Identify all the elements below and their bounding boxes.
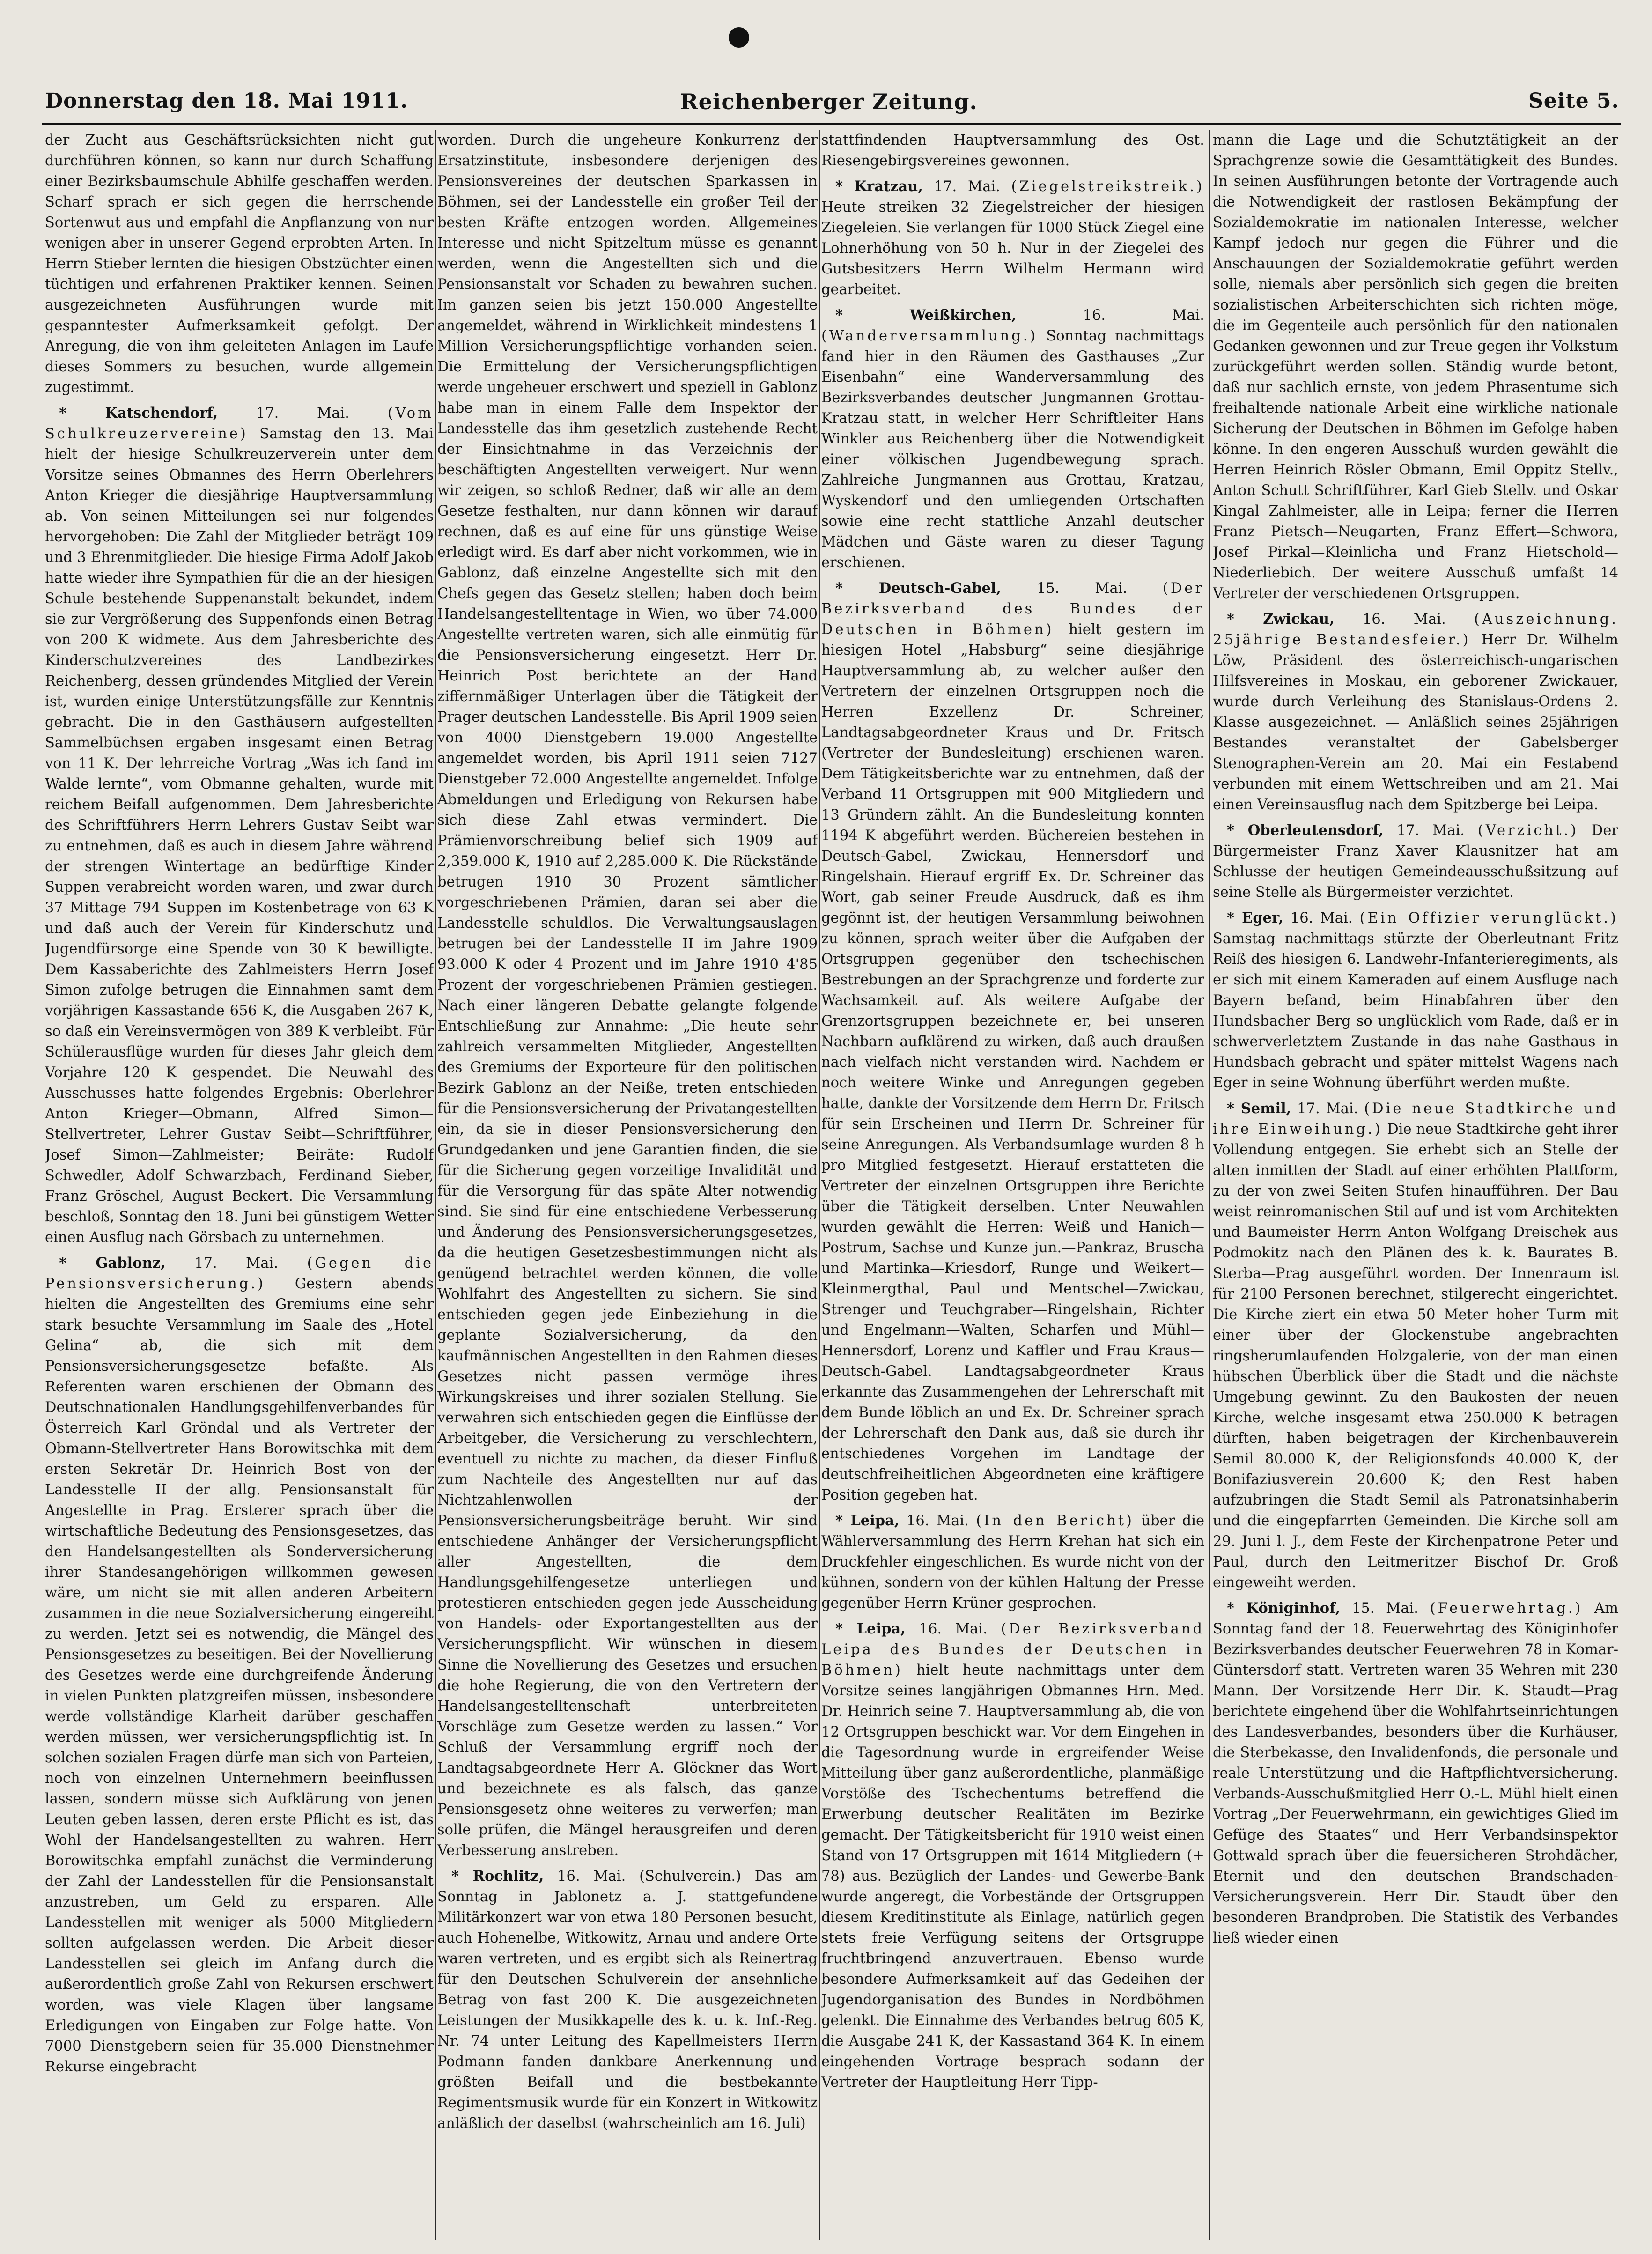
- item-date: 16. Mai.: [557, 1868, 626, 1884]
- column-2: [437, 130, 818, 2240]
- item-title: (Schulverein.): [639, 1868, 741, 1884]
- item-date: 17. Mai.: [934, 178, 1000, 195]
- news-item: [1213, 820, 1618, 903]
- article-paragraph: stattfindenden Hauptversammlung des Ost. Riesengebirgsvereines gewonnen.: [821, 132, 1204, 169]
- item-title: (In den Bericht): [976, 1513, 1134, 1529]
- item-text: über die Wählerversammlung des Herrn Krehan hat sich ein Druckfehler eingeschlichen. Es wurde nicht von der kühnen, sondern von der kühlen Haltung der Presse gegenüber Herrn Krüner gesprochen.: [821, 1513, 1204, 1611]
- item-text: Das am Sonntag in Jablonetz a. J. stattgefundene Militärkonzert war von etwa 180 Personen besucht, auch Hohenelbe, Witkowitz, Arnau und andere Orte waren vertreten, und es ergibt sich als Reinertrag für den Deutschen Schulverein der ansehnliche Betrag von fast 200 K. Die ausgezeichneten Leistungen der Musikkapelle des k. u. k. Inf.-Reg. Nr. 74 unter Leitung des Kapellmeisters Herrn Podmann fanden dankbare Anerkennung und größten Beifall und die bestbekannte Regimentsmusik wurde für ein Konzert in Witkowitz anläßlich der daselbst (wahrscheinlich am 16. Juli): [437, 1868, 818, 2132]
- item-title: (Ein Offizier verunglückt.): [1359, 910, 1618, 926]
- news-item: [45, 1253, 434, 2077]
- item-text: Heute streiken 32 Ziegelstreicher der hiesigen Ziegeleien. Sie verlangen für 1000 Stück Ziegel eine Lohnerhöhung von 50 h. Nur in der Ziegelei des Gutsbesitzers Herrn Wilhelm Hermann wird gearbeitet.: [821, 199, 1204, 298]
- news-item: [821, 1510, 1204, 1614]
- item-title: (Wanderversammlung.): [821, 328, 1038, 344]
- item-text: hielt gestern im hiesigen Hotel „Habsburg“ seine diesjährige Hauptversammlung ab, zu welcher außer den Vertretern der einzelnen Ortsgruppen noch die Herren Exzellenz Dr. Schreiner, Landtagsabgeordneter Kraus und Dr. Fritsch (Vertreter der Bundesleitung) erschienen waren. Dem Tätigkeitsberichte war zu entnehmen, daß der Verband 11 Ortsgruppen mit 900 Mitgliedern und 13 Gründern zählt. An die Bundesleitung konnten 1194 K abgeführt werden. Büchereien bestehen in Deutsch-Gabel, Zwickau, Hennersdorf und Ringelshain. Hierauf ergriff Ex. Dr. Schreiner das Wort, gab seiner Freude Ausdruck, daß es ihm gegönnt ist, der heutigen Versammlung beiwohnen zu können, sprach weiter über die Aufgaben der Ortsgruppen gegenüber den tschechischen Bestrebungen an der Sprachgrenze und forderte zur Wachsamkeit auf. Als weitere Aufgabe der Grenzortsgruppen bezeichnete er, bei unseren Nachbarn aufklärend zu wirken, daß auch draußen nach vielfach nicht verstanden wird. Nachdem er noch weitere Winke und Anregungen gegeben hatte, dankte der Vorsitzende dem Herrn Dr. Fritsch für sein Erscheinen und Herrn Dr. Schreiner für seine Anregungen. Als Verbandsumlage wurden 8 h pro Mitglied festgesetzt. Hierauf erstatteten die Vertreter der einzelnen Ortsgruppen ihre Berichte über die Tätigkeit derselben. Unter Neuwahlen wurden gewählt die Herren: Weiß und Hanich—Postrum, Sachse und Kunze jun.—Pankraz, Bruscha und Martinka—Kriesdorf, Runge und Weikert—Kleinmergthal, Paul und Mentschel—Zwickau, Strenger und Teuchgraber—Ringelshain, Richter und Engelmann—Walten, Scharfen und Mühl—Hennersdorf, Lorenz und Kaffler und Frau Kraus—Deutsch-Gabel. Landtagsabgeordneter Kraus erkannte das Zusammengehen der Lehrerschaft mit dem Bunde löblich an und Ex. Dr. Schreiner sprach der Lehrerschaft den Dank aus, daß sie durch ihr entschiedenes Vorgehen im Landtage der deutschfreiheitlichen Abgeordneten eine kräftigere Position gegeben hat.: [821, 621, 1204, 1503]
- column-rule: [1209, 130, 1210, 2240]
- news-item: [45, 403, 434, 1248]
- item-place: * Deutsch-Gabel,: [835, 580, 1002, 597]
- column-1: [45, 130, 434, 2240]
- item-place: * Zwickau,: [1227, 611, 1335, 628]
- news-item: [821, 176, 1204, 300]
- item-date: 16. Mai.: [1083, 307, 1204, 324]
- column-3: [821, 130, 1204, 2240]
- item-place: * Leipa,: [835, 1620, 906, 1637]
- item-title: (Der Bezirksverband des Bundes der Deutschen in Böhmen): [821, 580, 1204, 638]
- item-place: * Eger,: [1227, 909, 1283, 926]
- item-title: (Auszeichnung. 25jährige Bestandesfeier.): [1213, 611, 1618, 648]
- item-date: 17. Mai.: [1396, 822, 1465, 839]
- item-date: 16. Mai.: [1362, 611, 1446, 628]
- page-number: Seite 5.: [1528, 89, 1619, 113]
- column-4: [1213, 130, 1618, 2240]
- news-item: [1213, 609, 1618, 815]
- item-date: 17. Mai.: [256, 405, 349, 421]
- header-rule: [42, 123, 1621, 125]
- item-text: Sonntag nachmittags fand hier in den Räumen des Gasthauses „Zur Eisenbahn“ eine Wanderversammlung des Bezirksverbandes deutscher Jungmannen Grottau-Kratzau statt, in welcher Herr Schriftleiter Hans Winkler aus Reichenberg über die Notwendigkeit einer völkischen Jugendbewegung sprach. Zahlreiche Jungmannen aus Grottau, Kratzau, Wyskendorf und den umliegenden Ortschaften sowie eine recht stattliche Anzahl deutscher Mädchen und Gäste waren zu dieser Tagung erschienen.: [821, 328, 1204, 571]
- article-paragraph: der Zucht aus Geschäftsrücksichten nicht gut durchführen können, so kann nur durch Schaffung einer Bezirksbaumschule Abhilfe geschaffen werden. Scharf sprach er sich gegen die herrschende Sortenwut aus und empfahl die Anpflanzung von nur wenigen aber in unserer Gegend erprobten Arten. In Herrn Stieber lernten die hiesigen Obstzüchter einen tüchtigen und erfahrenen Praktiker kennen. Seinen ausgezeichneten Ausführungen wurde mit gespanntester Aufmerksamkeit gefolgt. Der Anregung, die von ihm geleiteten Anlagen im Laufe dieses Sommers zu besuchen, wurde allgemein zugestimmt.: [45, 132, 434, 396]
- item-date: 16. Mai.: [919, 1621, 988, 1637]
- article-paragraph: mann die Lage und die Schutztätigkeit an der Sprachgrenze sowie die Gesamttätigkeit des Bundes. In seinen Ausführungen betonte der Vortragende auch die Notwendigkeit der rastlosen Bekämpfung der Sozialdemokratie im nationalen Interesse, welcher Kampf jedoch nur gegen die Führer und die Anschauungen der Sozialdemokratie geführt werden solle, niemals aber persönlich sich gegen die breiten sozialistischen Arbeiterschichten sich richten möge, die im Gegenteile auch persönlich für den nationalen Gedanken gewonnen und zur Treue gegen ihr Volkstum zurückgeführt werden sollen. Ständig wurde betont, daß nur sachlich ernste, von jedem Phrasentume sich freihaltende nationale Arbeit eine wirkliche nationale Sicherung der Deutschen in Böhmen im Gefolge haben könne. In den engeren Ausschuß wurden gewählt die Herren Heinrich Rösler Obmann, Emil Oppitz Stellv., Anton Schutt Schriftführer, Karl Gieb Stellv. und Oskar Kingal Zahlmeister, alle in Leipa; ferner die Herren Franz Pietsch—Neugarten, Franz Effert—Schwora, Josef Pirkal—Kleinlicha und Franz Hietschold—Niederliebich. Der weitere Ausschuß umfaßt 14 Vertreter der verschiedenen Ortsgruppen.: [1213, 132, 1618, 602]
- item-place: * Katschendorf,: [59, 405, 218, 421]
- item-text: Die neue Stadtkirche geht ihrer Vollendung entgegen. Sie erhebt sich an Stelle der alten inmitten der Stadt auf einer erhöhten Plattform, zu der von zwei Seiten Stufen hinaufführen. Der Bau weist reinromanischen Stil auf und ist vom Architekten und Baumeister Herrn Anton Wolfgang Dreischek aus Podmokitz nach den Plänen des k. k. Baurates B. Sterba—Prag ausgeführt worden. Der Innenraum ist für 2100 Personen berechnet, stilgerecht eingerichtet. Die Kirche ziert ein etwa 50 Meter hoher Turm mit einer über der Glockenstube angebrachten ringsherumlaufenden Holzgalerie, von der man einen hübschen Überblick über die Stadt und die nächste Umgebung gewinnt. Zu den Baukosten der neuen Kirche, welche insgesamt etwa 250.000 K betragen dürften, haben beigetragen der Kirchenbauverein Semil 80.000 K, der Religionsfonds 40.000 K, der Bonifaziusverein 20.600 K; den Rest haben aufzubringen die Stadt Semil als Patronatsinhaberin und die eingepfarrten Gemeinden. Die Kirche soll am 29. Juni l. J., dem Feste der Kirchenpatrone Peter und Paul, durch den Leitmeritzer Bischof Dr. Groß eingeweiht werden.: [1213, 1121, 1618, 1591]
- item-title: (Die neue Stadtkirche und ihre Einweihung.): [1213, 1101, 1618, 1138]
- item-text: Der Bürgermeister Franz Xaver Klausnitzer hat am Schlusse der heutigen Gemeindeausschußsitzung auf seine Stelle als Bürgermeister verzichtet.: [1213, 822, 1618, 901]
- column-rule: [819, 130, 820, 2240]
- news-item: [821, 1618, 1204, 2093]
- news-item: [437, 1866, 818, 2134]
- item-title: (Ziegelstreikstreik.): [1011, 178, 1204, 195]
- column-rule: [435, 130, 436, 2240]
- item-text: Samstag den 13. Mai hielt der hiesige Schulkreuzerverein unter dem Vorsitze seines Obmannes des Herrn Oberlehrers Anton Krieger die diesjährige Hauptversammlung ab. Von seinen Mitteilungen sei nur folgendes hervorgehoben: Die Zahl der Mitglieder beträgt 109 und 3 Ehrenmitglieder. Die hiesige Firma Adolf Jakob hatte wieder ihre Sympathien für die an der hiesigen Schule bestehende Suppenanstalt bekundet, indem sie zur Vergrößerung des Suppenfonds einen Betrag von 200 K widmete. Aus dem Jahresberichte des Kinderschutzvereines des Landbezirkes Reichenberg, dessen gründendes Mitglied der Verein ist, wurden einige Unterstützungsfälle zur Kenntnis gebracht. Die in den Gasthäusern aufgestellten Sammelbüchsen ergaben insgesamt einen Betrag von 11 K. Der lehrreiche Vortrag „Was ich fand im Walde lernte“, vom Obmanne gehalten, wurde mit reichem Beifall aufgenommen. Dem Jahresberichte des Schriftführers Herrn Lehrers Gustav Seibt war zu entnehmen, daß es auch in diesem Jahre während der strengen Wintertage an bedürftige Kinder Suppen verabreicht worden waren, und zwar durch 37 Mittage 794 Suppen im Kostenbetrage von 63 K und daß auch der Verein für Kinderschutz und Jugendfürsorge eine Spende von 30 K bewilligte. Dem Kassaberichte des Zahlmeisters Herrn Josef Simon zufolge betrugen die Einnahmen samt dem vorjährigen Kassastande 656 K, die Ausgaben 267 K, so daß ein Vereinsvermögen von 389 K verbleibt. Für Schülerausflüge wurden für dieses Jahr gleich dem Vorjahre 120 K gespendet. Die Neuwahl des Ausschusses hatte folgendes Ergebnis: Oberlehrer Anton Krieger—Obmann, Alfred Simon—Stellvertreter, Lehrer Gustav Seibt—Schriftführer, Josef Simon—Zahlmeister; Beiräte: Rudolf Schwedler, Adolf Schwarzbach, Ferdinand Sieber, Franz Gröschel, August Beckert. Die Versammlung beschloß, Sonntag den 18. Juni bei günstigem Wetter einen Ausflug nach Görsbach zu unternehmen.: [45, 426, 434, 1246]
- item-place: * Oberleutensdorf,: [1227, 822, 1384, 839]
- issue-date: Donnerstag den 18. Mai 1911.: [45, 89, 408, 113]
- item-text: Gestern abends hielten die Angestellten des Gremiums eine sehr stark besuchte Versammlung im Saale des „Hotel Gelina“ ab, die sich mit dem Pensionsversicherungsgesetze befaßte. Als Referenten waren erschienen der Obmann des Deutschnationalen Handlungsgehilfenverbandes für Österreich Karl Gröndal und als Vertreter der Obmann-Stellvertreter Hans Borowitschka mit dem ersten Sekretär Dr. Heinrich Bost von der Landesstelle II der allg. Pensionsanstalt für Angestellte in Prag. Ersterer sprach über die wirtschaftliche Bedeutung des Pensionsgesetzes, das den Handelsangestellten als Sonderversicherung ihrer Standesangehörigen willkommen gewesen wäre, um nicht sie mit allen anderen Arbeitern zusammen in die neue Sozialversicherung eingereiht zu werden. Jetzt sei es notwendig, die Mängel des Pensionsgesetzes zu beseitigen. Bei der Novellierung des Gesetzes werde eine durchgreifende Änderung in vielen Punkten platzgreifen müssen, insbesondere werde vollständige Klarheit darüber geschaffen werden müssen, wer versicherungspflichtig ist. In solchen sozialen Fragen dürfe man sich von Parteien, noch von einzelnen Unternehmern beeinflussen lassen, sondern müsse sich Aufklärung von jenen Leuten geben lassen, deren erste Pflicht es ist, das Wohl der Handelsangestellten zu wahren. Herr Borowitschka empfahl zunächst die Verminderung der Zahl der Landesstellen für die Pensionsanstalt anzustreben, um Geld zu ersparen. Alle Landesstellen mit weniger als 5000 Mitgliedern sollten aufgelassen werden. Die Arbeit dieser Landesstellen sei gleich im Anfang durch die außerordentlich große Zahl von Rekursen erschwert worden, was viele Klagen über langsame Erledigungen von Eingaben zur Folge hatte. Von 7000 Dienstgebern seien für 35.000 Dienstnehmer Rekurse eingebracht: [45, 1276, 434, 2075]
- item-place: * Kratzau,: [835, 178, 923, 195]
- article-paragraph: worden. Durch die ungeheure Konkurrenz der Ersatzinstitute, insbesondere derjenigen des Pensionsvereines der deutschen Sparkassen in Böhmen, sei der Landesstelle ein großer Teil der besten Kräfte entzogen worden. Allgemeines Interesse und nicht Spitzeltum müsse es genannt werden, wenn die Angestellten sich und die Pensionsanstalt vor Schaden zu bewahren suchen. Im ganzen seien bis jetzt 150.000 Angestellte angemeldet, während in Wirklichkeit mindestens 1 Million Versicherungspflichtige vorhanden seien. Die Ermittelung der Versicherungspflichtigen werde ungeheuer erschwert und speziell in Gablonz habe man in einem Falle dem Inspektor der Landesstelle das ihm gesetzlich zustehende Recht der Einsichtnahme in das Verzeichnis der beschäftigten Angestellten verweigert. Nur wenn wir zeigen, so schloß Redner, daß wir alle an dem Gesetze festhalten, nur dann können wir darauf rechnen, daß es auf eine für uns günstige Weise erledigt wird. Es darf aber nicht vorkommen, wie in Gablonz, daß einzelne Angestellte sich mit den Chefs gegen das Gesetz stellen; haben doch beim Handelsangestelltentage in Wien, wo über 74.000 Angestellte vertreten waren, sich alle einmütig für die Pensionsversicherung eingesetzt. Herr Dr. Heinrich Post berichtete an der Hand ziffernmäßiger Unterlagen über die Tätigkeit der Prager deutschen Landesstelle. Bis April 1909 seien von 4000 Dienstgebern 19.000 Angestellte angemeldet worden, bis April 1911 seien 7127 Dienstgeber 72.000 Angestellte angemeldet. Infolge Abmeldungen und Erledigung von Rekursen habe sich diese Zahl etwas vermindert. Die Prämienvorschreibung belief sich 1909 auf 2,359.000 K, 1910 auf 2,285.000 K. Die Rückstände betrugen 1910 30 Prozent sämtlicher vorgeschriebenen Prämien, daran sei aber die Landesstelle schuldlos. Die Verwaltungsauslagen betrugen bei der Landesstelle II im Jahre 1909 93.000 K oder 4 Prozent und im Jahre 1910 4'85 Prozent der vorgeschriebenen Prämien gestiegen. Nach einer längeren Debatte gelangte folgende Entschließung zur Annahme: „Die heute sehr zahlreich versammelten Mitglieder, Angestellten des Gremiums der Exporteure für den politischen Bezirk Gablonz an der Neiße, treten entschieden für die Pensionsversicherung der Privatangestellten ein, da sie in dieser Pensionsversicherung den Grundgedanken und jene Garantien finden, die sie für die Sicherung gegen vorzeitige Invalidität und für die Versorgung für das späte Alter notwendig sind. Sie sind für eine entschiedene Verbesserung und Änderung des Pensionsversicherungsgesetzes, da die heutigen Gesetzesbestimmungen nicht als genügend betrachtet werden können, die volle Wohlfahrt des Angestellten zu sichern. Sie sind entschieden gegen jede Einbeziehung in die geplante Sozialversicherung, da den kaufmännischen Angestellten in den Rahmen dieses Gesetzes nicht passen vermöge ihres Wirkungskreises und ihrer sozialen Stellung. Sie verwahren sich entschieden gegen die Einflüsse der Arbeitgeber, die Versicherung zu verschlechtern, eventuell zu nichte zu machen, da dieser Einfluß zum Nachteile des Angestellten nur auf das Nichtzahlenwollen der Pensionsversicherungsbeiträge beruht. Wir sind entschiedene Anhänger der Versicherungspflicht aller Angestellten, die dem Handlungsgehilfengesetze unterliegen und protestieren entschieden gegen jede Ausscheidung von Handels- oder Exportangestellten aus der Versicherungspflicht. Wir wünschen in diesem Sinne die Novellierung des Gesetzes und ersuchen die hohe Regierung, die von den Vertretern der Handelsangestelltenschaft unterbreiteten Vorschläge zum Gesetze werden zu lassen.“ Vor Schluß der Versammlung ergriff noch der Landtagsabgeordnete Herr A. Glöckner das Wort und bezeichnete es als falsch, das ganze Pensionsgesetz ohne weiteres zu verwerfen; man solle prüfen, die Mängel herausgreifen und deren Verbesserung anstreben.: [437, 132, 818, 1859]
- item-title: (Gegen die Pensionsversicherung.): [45, 1255, 434, 1292]
- punch-hole: [729, 27, 749, 48]
- masthead: Reichenberger Zeitung.: [680, 89, 978, 114]
- item-place: * Gablonz,: [59, 1255, 166, 1271]
- item-date: 17. Mai.: [1297, 1101, 1358, 1117]
- news-item: [821, 578, 1204, 1506]
- item-text: Samstag nachmittags stürzte der Oberleutnant Fritz Reiß des hiesigen 6. Landwehr-Infanterieregiments, als er sich mit einem Kameraden auf einem Ausfluge nach Bayern befand, beim Hinabfahren über den Hundsbacher Berg so unglücklich vom Rade, daß er in schwerverletztem Zustande in das nahe Gasthaus in Hundsbach gebracht und später mittelst Wagens nach Eger in seine Wohnung überführt werden mußte.: [1213, 931, 1618, 1091]
- item-place: * Semil,: [1227, 1100, 1291, 1117]
- news-item: [1213, 1098, 1618, 1593]
- item-title: (Feuerwehrtag.): [1430, 1600, 1583, 1617]
- item-text: Herr Dr. Wilhelm Löw, Präsident des österreichisch-ungarischen Hilfsvereines in Moskau, ein geborener Zwickauer, wurde durch Verleihung des Stanislaus-Ordens 2. Klasse ausgezeichnet. — Anläßlich seines 25jährigen Bestandes veranstaltet der Gabelsberger Stenographen-Verein am 20. Mai ein Festabend verbunden mit einem Wettschreiben und am 21. Mai einen Vereinsausflug nach dem Spitzberge bei Leipa.: [1213, 632, 1618, 813]
- item-date: 17. Mai.: [194, 1255, 279, 1271]
- item-place: * Weißkirchen,: [835, 307, 1017, 324]
- item-title: (Verzicht.): [1477, 822, 1579, 839]
- item-date: 16. Mai.: [1290, 910, 1353, 926]
- item-text: Am Sonntag fand der 18. Feuerwehrtag des Königinhofer Bezirksverbandes deutscher Feuerwehren 78 in Komar-Güntersdorf statt. Vertreten waren 35 Wehren mit 230 Mann. Der Vorsitzende Herr Dir. K. Staudt—Prag berichtete eingehend über die Wohlfahrtseinrichtungen des Landesverbandes, besonders über die Kurhäuser, die Sterbekasse, den Invalidenfonds, die personale und reale Unterstützung und die Haftpflichtversicherung. Verbands-Ausschußmitglied Herr O.-L. Mühl hielt einen Vortrag „Der Feuerwehrmann, ein gewichtiges Glied im Gefüge des Staates“ und Herr Verbandsinspektor Gottwald sprach über die feuersicheren Strohdächer, Eternit und den deutschen Brandschaden-Versicherungsverein. Herr Dir. Staudt über den besonderen Brandproben. Die Statistik des Verbandes ließ wieder einen: [1213, 1600, 1618, 1946]
- item-place: * Leipa,: [835, 1512, 900, 1529]
- item-title: (Vom Schulkreuzervereine): [45, 405, 434, 442]
- item-text: hielt heute nachmittags unter dem Vorsitze seines langjährigen Obmannes Hrn. Med. Dr. Heinrich seine 7. Hauptversammlung ab, die von 12 Ortsgruppen beschickt war. Vor dem Eingehen in die Tagesordnung wurde in ergreifender Weise Mitteilung über ganz außerordentliche, planmäßige Vorstöße des Tschechentums betreffend die Erwerbung deutscher Realitäten im Bezirke gemacht. Der Tätigkeitsbericht für 1910 weist einen Stand von 17 Ortsgruppen mit 1614 Mitgliedern (+ 78) aus. Bezüglich der Landes- und Gewerbe-Bank wurde angeregt, die Vorbestände der Ortsgruppen diesem Kreditinstitute als Einlage, natürlich gegen stets freie Verfügung seitens der Ortsgruppe fruchtbringend anzuvertrauen. Ebenso wurde besondere Aufmerksamkeit auf das Gedeihen der Jugendorganisation des Bundes in Nordböhmen gelenkt. Die Einnahme des Verbandes betrug 605 K, die Ausgabe 241 K, der Kassastand 364 K. In einem eingehenden Vortrage besprach sodann der Vertreter der Hauptleitung Herr Tipp-: [821, 1662, 1204, 2091]
- item-place: * Rochlitz,: [451, 1868, 544, 1884]
- item-date: 15. Mai.: [1351, 1600, 1418, 1617]
- item-title: (Der Bezirksverband Leipa des Bundes der Deutschen in Böhmen): [821, 1621, 1204, 1678]
- news-item: [1213, 1598, 1618, 1949]
- item-place: * Königinhof,: [1227, 1600, 1341, 1617]
- item-date: 16. Mai.: [907, 1513, 969, 1529]
- news-item: [1213, 908, 1618, 1094]
- news-item: [821, 305, 1204, 573]
- item-date: 15. Mai.: [1036, 580, 1128, 597]
